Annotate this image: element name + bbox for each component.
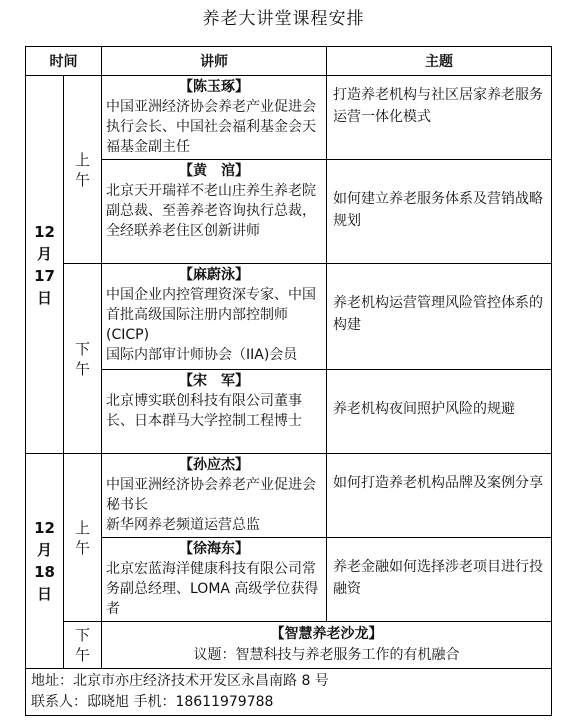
header-time: 时间 — [26, 47, 102, 76]
lecturer-cell — [102, 264, 327, 370]
lecturer-bio: 北京天开瑞祥不老山庄养生养老院副总裁、至善养老咨询执行总裁，全经联养老住区创新讲师 — [106, 183, 316, 239]
lecturer-cell — [102, 454, 327, 538]
topic-cell: 养老机构运营管理风险管控体系的构建 — [327, 264, 552, 370]
lecturer-name: 【黄 涫】 — [179, 163, 249, 179]
period-afternoon-day1: 下 午 — [64, 264, 102, 454]
date-cell-day2: 12 月 18 日 — [26, 454, 64, 669]
topic-cell: 养老机构夜间照护风险的规避 — [327, 370, 552, 454]
lecturer-name: 【宋 军】 — [179, 373, 249, 389]
period-morning-day1: 上 午 — [64, 76, 102, 264]
topic-cell: 养老金融如何选择涉老项目进行投融资 — [327, 538, 552, 622]
address-text: 地址：北京市亦庄经济技术开发区永昌南路 8 号 — [31, 673, 329, 689]
lecturer-name: 【陈玉琢】 — [179, 79, 249, 95]
date-cell-day1: 12 月 17 日 — [26, 76, 64, 454]
lecturer-cell — [102, 160, 327, 264]
lecturer-bio: 新华网养老频道运营总监 — [106, 517, 260, 533]
lecturer-bio: 北京博实联创科技有限公司董事长、日本群马大学控制工程博士 — [106, 393, 302, 429]
lecturer-name: 【徐海东】 — [179, 541, 249, 557]
header-row — [26, 47, 552, 76]
footer-row — [26, 669, 552, 716]
table-row — [26, 454, 552, 538]
lecturer-bio: 中国亚洲经济协会养老产业促进会秘书长 — [106, 477, 316, 513]
header-topic: 主题 — [327, 47, 552, 76]
table-row — [26, 622, 552, 669]
lecturer-cell — [102, 76, 327, 160]
table-row — [26, 76, 552, 160]
table-row — [26, 370, 552, 454]
salon-cell — [102, 622, 552, 669]
contact-text: 联系人：邸晓旭 手机：18611979788 — [31, 694, 274, 710]
lecturer-bio: 中国亚洲经济协会养老产业促进会执行会长、中国社会福利基金会天福基金副主任 — [106, 99, 316, 155]
header-lecturer: 讲师 — [102, 47, 327, 76]
period-morning-day2: 上 午 — [64, 454, 102, 622]
page-title: 养老大讲堂课程安排 — [202, 9, 365, 29]
lecturer-cell — [102, 370, 327, 454]
contact-cell — [26, 669, 552, 716]
lecturer-bio: 国际内部审计师协会（IIA)会员 — [106, 347, 298, 363]
lecturer-name: 【麻蔚泳】 — [179, 267, 249, 283]
salon-subject: 议题：智慧科技与养老服务工作的有机融合 — [193, 647, 460, 663]
table-row — [26, 538, 552, 622]
topic-cell: 打造养老机构与社区居家养老服务运营一体化模式 — [327, 76, 552, 160]
lecturer-cell — [102, 538, 327, 622]
topic-cell: 如何建立养老服务体系及营销战略规划 — [327, 160, 552, 264]
schedule-table — [25, 46, 552, 716]
lecturer-name: 【孙应杰】 — [179, 457, 249, 473]
topic-cell: 如何打造养老机构品牌及案例分享 — [327, 454, 552, 538]
salon-title: 【智慧养老沙龙】 — [270, 626, 383, 642]
period-afternoon-day2: 下 午 — [64, 622, 102, 669]
table-row — [26, 264, 552, 370]
lecturer-bio: 中国企业内控管理资深专家、中国首批高级国际注册内部控制师(CICP) — [106, 287, 316, 343]
lecturer-bio: 北京宏蓝海洋健康科技有限公司常务副总经理、LOMA 高级学位获得者 — [106, 561, 319, 617]
table-row — [26, 160, 552, 264]
